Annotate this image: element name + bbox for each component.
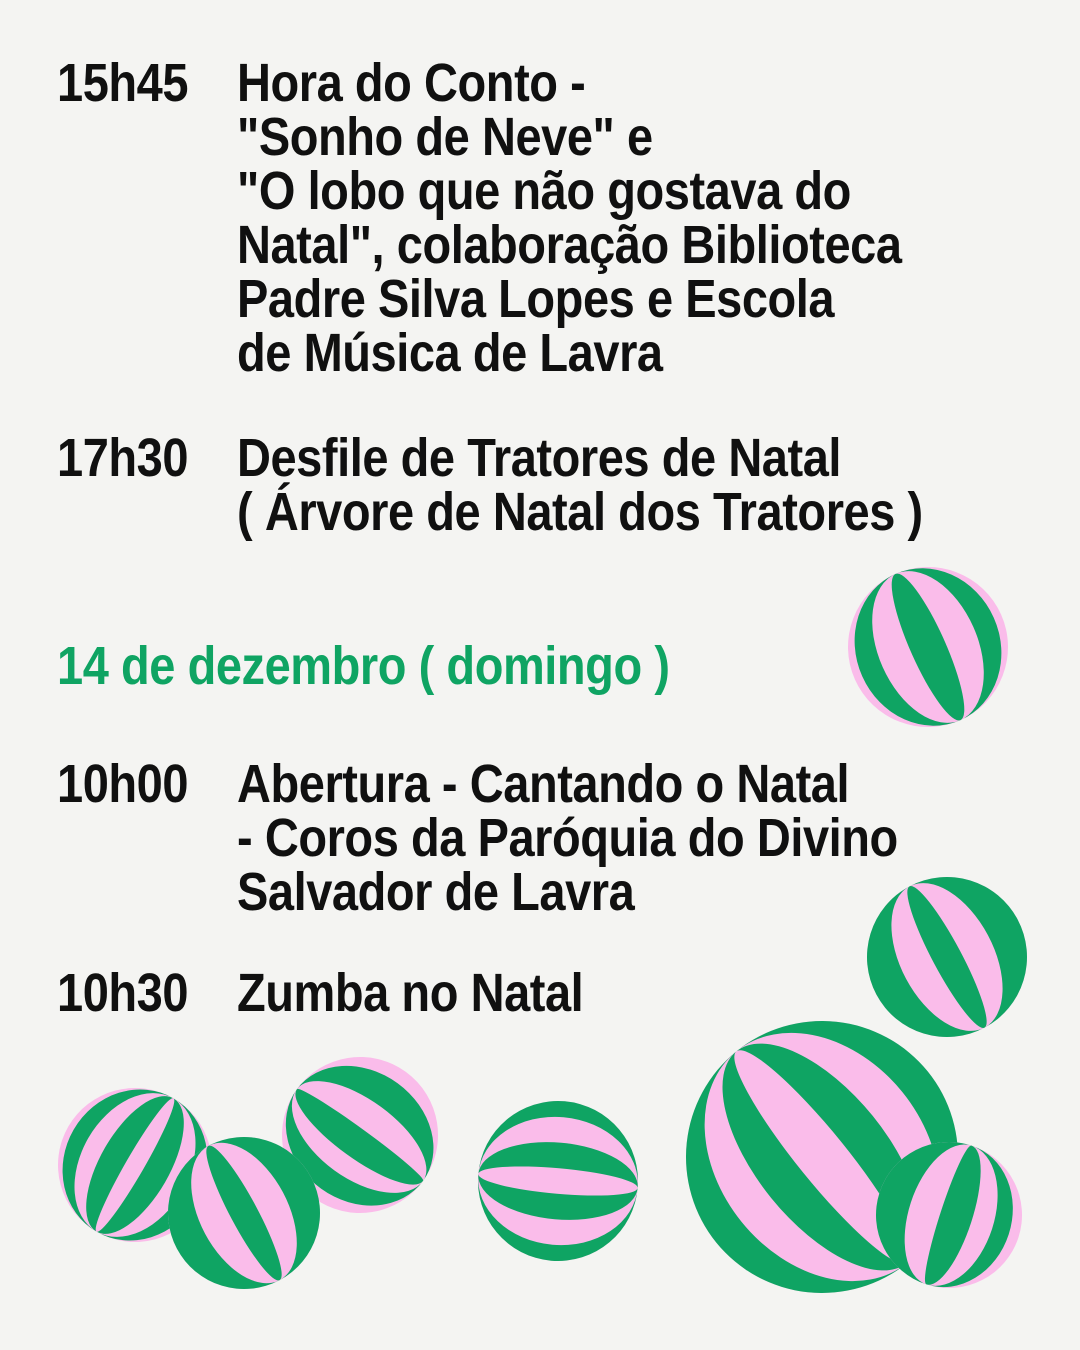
event-description — [237, 754, 997, 922]
event-text-line: Zumba no Natal — [237, 963, 584, 1023]
event-text-line: de Música de Lavra — [237, 323, 663, 383]
event-text-line: Salvador de Lavra — [237, 862, 635, 922]
event-text-line: Natal", colaboração Biblioteca — [237, 215, 902, 275]
event-text-line: - Coros da Paróquia do Divino — [237, 808, 898, 868]
event-time-text: 17h30 — [57, 428, 189, 488]
event-time — [57, 428, 208, 488]
event-time — [57, 963, 208, 1023]
event-text-line: "Sonho de Neve" e — [237, 107, 653, 167]
event-text-line: "O lobo que não gostava do — [237, 161, 851, 221]
day-heading-text: 14 de dezembro ( domingo ) — [57, 636, 670, 696]
event-time-text: 10h30 — [57, 963, 189, 1023]
event-text-line: Desfile de Tratores de Natal — [237, 428, 842, 488]
event-text-line: Hora do Conto - — [237, 53, 586, 113]
event-time-text: 10h00 — [57, 754, 189, 814]
event-text-line: Abertura - Cantando o Natal — [237, 754, 850, 814]
event-description — [237, 53, 1001, 383]
event-description — [237, 963, 635, 1023]
event-time — [57, 754, 208, 814]
event-time-text: 15h45 — [57, 53, 189, 113]
event-text-line: Padre Silva Lopes e Escola — [237, 269, 835, 329]
event-description — [237, 428, 1025, 542]
event-text-line: ( Árvore de Natal dos Tratores ) — [237, 482, 923, 542]
event-time — [57, 53, 208, 113]
